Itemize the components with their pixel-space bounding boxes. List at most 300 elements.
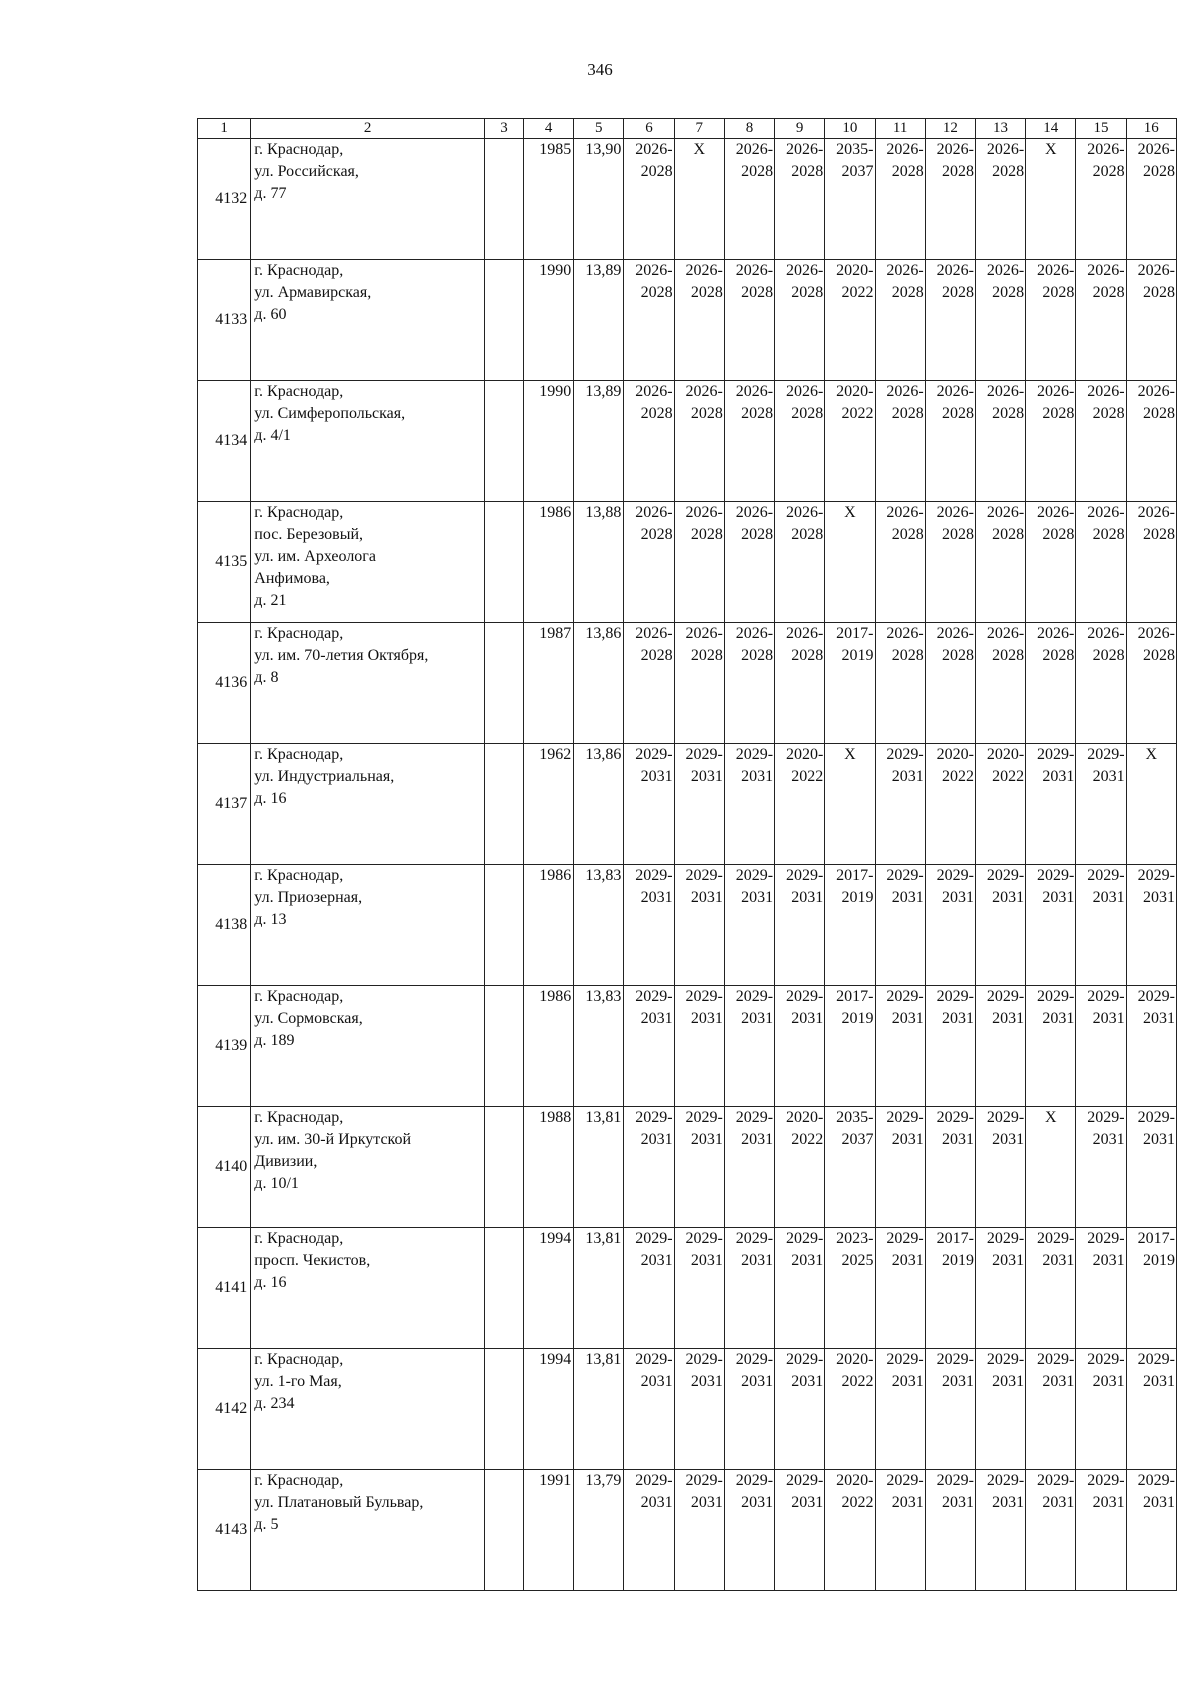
address-cell bbox=[251, 623, 485, 744]
period-cell bbox=[875, 1228, 925, 1349]
period-cell bbox=[1076, 865, 1126, 986]
period-start: 2029- bbox=[635, 746, 673, 763]
period-cell bbox=[1076, 260, 1126, 381]
period-start: 2029- bbox=[986, 1230, 1025, 1247]
address-cell bbox=[251, 139, 485, 260]
period-start: 2020- bbox=[785, 746, 824, 763]
period-cell bbox=[975, 1228, 1025, 1349]
period-end: 2031 bbox=[1092, 1252, 1125, 1269]
period-end: 2031 bbox=[1042, 1010, 1075, 1027]
period-start: 2026- bbox=[1137, 262, 1175, 279]
period-cell bbox=[775, 744, 825, 865]
col3-cell bbox=[485, 1228, 524, 1349]
period-start: 2020- bbox=[836, 1351, 874, 1368]
value-cell: 13,83 bbox=[574, 986, 624, 1107]
period-end: 2031 bbox=[1143, 1131, 1175, 1148]
period-end: 2031 bbox=[992, 1131, 1025, 1148]
year-cell: 1986 bbox=[523, 865, 573, 986]
period-cell bbox=[925, 1228, 975, 1349]
value-cell: 13,89 bbox=[574, 260, 624, 381]
period-cell: X bbox=[1026, 139, 1076, 260]
period-end: 2022 bbox=[941, 768, 974, 785]
period-cell bbox=[775, 865, 825, 986]
period-cell bbox=[925, 1107, 975, 1228]
period-cell bbox=[624, 260, 674, 381]
period-end: 2031 bbox=[640, 768, 673, 785]
period-end: 2031 bbox=[891, 1373, 924, 1390]
period-end: 2031 bbox=[640, 1010, 673, 1027]
period-end: 2028 bbox=[992, 647, 1025, 664]
period-cell bbox=[1076, 1228, 1126, 1349]
column-header: 12 bbox=[925, 119, 975, 139]
year-cell: 1988 bbox=[523, 1107, 573, 1228]
period-start: 2029- bbox=[1137, 1351, 1175, 1368]
period-start: 2026- bbox=[1037, 262, 1075, 279]
address-line: Анфимова, bbox=[254, 570, 330, 587]
address-line: г. Краснодар, bbox=[254, 1351, 344, 1368]
address-line: д. 10/1 bbox=[254, 1175, 299, 1192]
period-end: 2028 bbox=[891, 405, 924, 422]
period-cell bbox=[925, 865, 975, 986]
period-end: 2031 bbox=[891, 1010, 924, 1027]
period-start: 2026- bbox=[735, 625, 774, 642]
period-end: 2022 bbox=[841, 405, 874, 422]
address-line: ул. Армавирская, bbox=[254, 284, 372, 301]
period-start: 2026- bbox=[635, 625, 673, 642]
row-number-cell: 4142 bbox=[198, 1349, 251, 1470]
period-start: 2029- bbox=[936, 867, 974, 884]
row-number-cell: 4134 bbox=[198, 381, 251, 502]
period-cell bbox=[825, 260, 875, 381]
col3-cell bbox=[485, 744, 524, 865]
address-line: ул. им. Археолога bbox=[254, 548, 376, 565]
period-cell: X bbox=[674, 139, 724, 260]
period-end: 2031 bbox=[690, 1494, 723, 1511]
period-end: 2037 bbox=[841, 1131, 874, 1148]
period-start: 2026- bbox=[635, 504, 673, 521]
period-cell bbox=[1126, 381, 1176, 502]
period-end: 2031 bbox=[741, 1131, 774, 1148]
period-start: 2029- bbox=[685, 746, 723, 763]
period-start: 2020- bbox=[785, 1109, 824, 1126]
period-end: 2031 bbox=[941, 1494, 974, 1511]
period-cell bbox=[1076, 986, 1126, 1107]
period-cell bbox=[775, 1228, 825, 1349]
year-cell: 1987 bbox=[523, 623, 573, 744]
row-number-cell: 4143 bbox=[198, 1470, 251, 1591]
period-start: 2020- bbox=[936, 746, 974, 763]
period-start: 2026- bbox=[986, 141, 1025, 158]
period-cell bbox=[975, 865, 1025, 986]
period-cell bbox=[825, 1349, 875, 1470]
period-cell bbox=[975, 1349, 1025, 1470]
period-cell bbox=[875, 986, 925, 1107]
period-start: 2020- bbox=[836, 262, 874, 279]
period-cell bbox=[1026, 1349, 1076, 1470]
period-end: 2022 bbox=[791, 768, 824, 785]
period-end: 2031 bbox=[690, 1131, 723, 1148]
period-cell bbox=[1026, 1470, 1076, 1591]
period-end: 2031 bbox=[741, 889, 774, 906]
period-end: 2031 bbox=[1042, 889, 1075, 906]
period-cell bbox=[1026, 260, 1076, 381]
period-cell bbox=[724, 1107, 774, 1228]
period-cell bbox=[724, 1349, 774, 1470]
period-end: 2031 bbox=[690, 889, 723, 906]
period-end: 2028 bbox=[791, 647, 824, 664]
period-start: 2029- bbox=[986, 1351, 1025, 1368]
period-end: 2022 bbox=[841, 1494, 874, 1511]
year-cell: 1986 bbox=[523, 986, 573, 1107]
period-start: 2026- bbox=[1087, 504, 1125, 521]
period-end: 2019 bbox=[1143, 1252, 1175, 1269]
period-cell bbox=[925, 381, 975, 502]
period-end: 2028 bbox=[891, 526, 924, 543]
period-end: 2028 bbox=[1092, 526, 1125, 543]
row-number-cell: 4138 bbox=[198, 865, 251, 986]
period-start: 2029- bbox=[1037, 1472, 1075, 1489]
period-start: 2029- bbox=[735, 988, 774, 1005]
period-start: 2026- bbox=[735, 383, 774, 400]
period-cell bbox=[925, 623, 975, 744]
address-cell bbox=[251, 1349, 485, 1470]
period-cell bbox=[1126, 502, 1176, 623]
period-end: 2031 bbox=[1092, 1010, 1125, 1027]
row-number-cell: 4141 bbox=[198, 1228, 251, 1349]
period-cell bbox=[875, 1349, 925, 1470]
period-start: 2029- bbox=[1137, 988, 1175, 1005]
period-end: 2031 bbox=[791, 1494, 824, 1511]
period-cell bbox=[1126, 986, 1176, 1107]
period-start: 2029- bbox=[1037, 988, 1075, 1005]
period-cell bbox=[975, 1107, 1025, 1228]
period-end: 2031 bbox=[1092, 1494, 1125, 1511]
row-number-cell: 4139 bbox=[198, 986, 251, 1107]
period-end: 2028 bbox=[1092, 405, 1125, 422]
period-end: 2031 bbox=[1143, 1494, 1175, 1511]
period-cell bbox=[1076, 381, 1126, 502]
column-header: 4 bbox=[523, 119, 573, 139]
period-start: 2026- bbox=[735, 262, 774, 279]
period-end: 2028 bbox=[992, 163, 1025, 180]
period-cell bbox=[825, 1228, 875, 1349]
year-cell: 1990 bbox=[523, 381, 573, 502]
address-cell bbox=[251, 1228, 485, 1349]
table-row bbox=[198, 381, 1177, 502]
period-start: 2026- bbox=[1037, 383, 1075, 400]
address-line: г. Краснодар, bbox=[254, 504, 344, 521]
address-line: ул. им. 30-й Иркутской bbox=[254, 1131, 412, 1148]
period-end: 2028 bbox=[690, 647, 723, 664]
period-start: 2026- bbox=[685, 262, 723, 279]
period-start: 2026- bbox=[886, 141, 924, 158]
address-line: д. 189 bbox=[254, 1032, 295, 1049]
period-cell bbox=[1126, 1470, 1176, 1591]
period-cell bbox=[624, 139, 674, 260]
period-start: 2029- bbox=[785, 988, 824, 1005]
period-start: 2029- bbox=[1087, 988, 1125, 1005]
period-end: 2031 bbox=[1092, 889, 1125, 906]
period-start: 2026- bbox=[685, 625, 723, 642]
period-end: 2031 bbox=[791, 1373, 824, 1390]
period-end: 2031 bbox=[941, 1131, 974, 1148]
period-start: 2026- bbox=[635, 383, 673, 400]
table-body bbox=[198, 139, 1177, 1591]
period-start: 2029- bbox=[635, 1230, 673, 1247]
period-cell bbox=[925, 1349, 975, 1470]
period-start: 2026- bbox=[735, 141, 774, 158]
year-cell: 1962 bbox=[523, 744, 573, 865]
table-row bbox=[198, 260, 1177, 381]
address-cell bbox=[251, 1107, 485, 1228]
period-cell bbox=[674, 865, 724, 986]
address-line: д. 60 bbox=[254, 306, 287, 323]
column-header: 16 bbox=[1126, 119, 1176, 139]
period-start: 2026- bbox=[986, 504, 1025, 521]
period-cell bbox=[724, 744, 774, 865]
period-end: 2031 bbox=[992, 1252, 1025, 1269]
period-start: 2029- bbox=[785, 1230, 824, 1247]
period-start: 2026- bbox=[1137, 383, 1175, 400]
period-end: 2031 bbox=[891, 1252, 924, 1269]
period-end: 2031 bbox=[690, 1252, 723, 1269]
period-cell bbox=[724, 623, 774, 744]
period-cell bbox=[724, 260, 774, 381]
period-end: 2028 bbox=[1042, 647, 1075, 664]
period-cell bbox=[1126, 1349, 1176, 1470]
value-cell: 13,88 bbox=[574, 502, 624, 623]
period-cell bbox=[674, 260, 724, 381]
period-start: 2026- bbox=[1037, 625, 1075, 642]
period-end: 2031 bbox=[1042, 1494, 1075, 1511]
period-cell bbox=[624, 502, 674, 623]
period-end: 2028 bbox=[791, 284, 824, 301]
column-header: 2 bbox=[251, 119, 485, 139]
table-row bbox=[198, 1228, 1177, 1349]
period-cell bbox=[674, 1349, 724, 1470]
period-start: 2029- bbox=[735, 1109, 774, 1126]
period-cell bbox=[775, 139, 825, 260]
period-end: 2028 bbox=[941, 163, 974, 180]
period-start: 2026- bbox=[735, 504, 774, 521]
period-end: 2031 bbox=[690, 1373, 723, 1390]
col3-cell bbox=[485, 623, 524, 744]
period-cell bbox=[1076, 1470, 1126, 1591]
period-end: 2028 bbox=[1143, 405, 1175, 422]
column-header: 5 bbox=[574, 119, 624, 139]
period-start: 2029- bbox=[1137, 1109, 1175, 1126]
period-cell bbox=[925, 260, 975, 381]
period-end: 2028 bbox=[1143, 526, 1175, 543]
period-start: 2017- bbox=[836, 867, 874, 884]
period-start: 2029- bbox=[735, 1230, 774, 1247]
address-line: д. 234 bbox=[254, 1395, 295, 1412]
period-end: 2031 bbox=[640, 889, 673, 906]
row-number-cell: 4132 bbox=[198, 139, 251, 260]
period-cell: X bbox=[1126, 744, 1176, 865]
period-start: 2029- bbox=[1087, 746, 1125, 763]
period-cell bbox=[875, 1107, 925, 1228]
period-cell bbox=[674, 986, 724, 1107]
period-end: 2031 bbox=[1092, 1373, 1125, 1390]
period-end: 2031 bbox=[891, 889, 924, 906]
period-cell bbox=[775, 623, 825, 744]
period-end: 2037 bbox=[841, 163, 874, 180]
period-start: 2026- bbox=[635, 141, 673, 158]
address-cell bbox=[251, 744, 485, 865]
column-number-header bbox=[198, 119, 1177, 139]
period-start: 2029- bbox=[1037, 1230, 1075, 1247]
period-cell bbox=[1076, 1107, 1126, 1228]
period-cell bbox=[875, 1470, 925, 1591]
period-end: 2031 bbox=[941, 889, 974, 906]
period-start: 2026- bbox=[886, 262, 924, 279]
address-line: просп. Чекистов, bbox=[254, 1252, 371, 1269]
period-cell bbox=[975, 986, 1025, 1107]
address-line: ул. Индустриальная, bbox=[254, 768, 395, 785]
period-start: 2026- bbox=[936, 262, 974, 279]
year-cell: 1994 bbox=[523, 1228, 573, 1349]
period-cell bbox=[624, 381, 674, 502]
period-start: 2026- bbox=[1087, 383, 1125, 400]
register-table bbox=[197, 118, 1177, 1591]
period-start: 2029- bbox=[886, 988, 924, 1005]
period-cell bbox=[674, 1470, 724, 1591]
period-cell bbox=[775, 1107, 825, 1228]
period-end: 2031 bbox=[1092, 1131, 1125, 1148]
year-cell: 1994 bbox=[523, 1349, 573, 1470]
period-cell bbox=[825, 623, 875, 744]
period-cell bbox=[1026, 865, 1076, 986]
period-cell bbox=[1026, 381, 1076, 502]
period-end: 2028 bbox=[1143, 163, 1175, 180]
period-cell bbox=[1026, 1228, 1076, 1349]
period-end: 2028 bbox=[640, 647, 673, 664]
period-end: 2031 bbox=[992, 889, 1025, 906]
period-start: 2029- bbox=[785, 867, 824, 884]
value-cell: 13,81 bbox=[574, 1349, 624, 1470]
period-start: 2029- bbox=[936, 1109, 974, 1126]
value-cell: 13,81 bbox=[574, 1107, 624, 1228]
period-cell bbox=[624, 623, 674, 744]
table-row bbox=[198, 1107, 1177, 1228]
value-cell: 13,86 bbox=[574, 623, 624, 744]
period-cell bbox=[775, 381, 825, 502]
period-end: 2031 bbox=[1042, 1252, 1075, 1269]
period-start: 2017- bbox=[836, 625, 874, 642]
column-header: 7 bbox=[674, 119, 724, 139]
period-start: 2026- bbox=[685, 383, 723, 400]
period-cell bbox=[624, 1228, 674, 1349]
period-cell bbox=[1076, 744, 1126, 865]
address-line: г. Краснодар, bbox=[254, 1230, 344, 1247]
period-end: 2028 bbox=[791, 405, 824, 422]
period-cell bbox=[724, 865, 774, 986]
period-cell: X bbox=[825, 744, 875, 865]
period-start: 2029- bbox=[635, 1109, 673, 1126]
period-cell bbox=[925, 986, 975, 1107]
period-end: 2031 bbox=[741, 1010, 774, 1027]
period-start: 2029- bbox=[1087, 1230, 1125, 1247]
period-cell bbox=[1126, 1228, 1176, 1349]
address-line: д. 8 bbox=[254, 669, 279, 686]
period-end: 2031 bbox=[741, 1494, 774, 1511]
period-start: 2017- bbox=[836, 988, 874, 1005]
period-start: 2026- bbox=[1087, 262, 1125, 279]
period-end: 2031 bbox=[640, 1494, 673, 1511]
period-end: 2028 bbox=[941, 284, 974, 301]
period-start: 2029- bbox=[735, 1472, 774, 1489]
col3-cell bbox=[485, 1107, 524, 1228]
period-end: 2031 bbox=[992, 1010, 1025, 1027]
period-end: 2028 bbox=[741, 647, 774, 664]
period-start: 2029- bbox=[1137, 867, 1175, 884]
address-cell bbox=[251, 1470, 485, 1591]
address-line: пос. Березовый, bbox=[254, 526, 364, 543]
period-cell: X bbox=[825, 502, 875, 623]
period-start: 2029- bbox=[635, 988, 673, 1005]
page-number: 346 bbox=[587, 60, 613, 79]
address-line: г. Краснодар, bbox=[254, 1472, 344, 1489]
period-cell bbox=[724, 1228, 774, 1349]
period-cell bbox=[624, 1107, 674, 1228]
period-cell bbox=[1126, 865, 1176, 986]
period-end: 2028 bbox=[640, 284, 673, 301]
period-start: 2017- bbox=[936, 1230, 974, 1247]
period-start: 2026- bbox=[936, 504, 974, 521]
period-cell bbox=[1126, 623, 1176, 744]
period-end: 2028 bbox=[791, 163, 824, 180]
period-end: 2031 bbox=[741, 768, 774, 785]
period-start: 2026- bbox=[936, 141, 974, 158]
address-line: г. Краснодар, bbox=[254, 383, 344, 400]
period-cell bbox=[674, 502, 724, 623]
period-cell bbox=[975, 260, 1025, 381]
period-start: 2029- bbox=[685, 1109, 723, 1126]
period-cell bbox=[875, 260, 925, 381]
period-cell bbox=[875, 139, 925, 260]
period-end: 2022 bbox=[992, 768, 1025, 785]
period-start: 2029- bbox=[936, 988, 974, 1005]
period-cell bbox=[624, 1349, 674, 1470]
column-header: 11 bbox=[875, 119, 925, 139]
period-end: 2028 bbox=[992, 526, 1025, 543]
period-end: 2031 bbox=[640, 1131, 673, 1148]
period-cell bbox=[975, 1470, 1025, 1591]
col3-cell bbox=[485, 986, 524, 1107]
year-cell: 1985 bbox=[523, 139, 573, 260]
row-number-cell: 4133 bbox=[198, 260, 251, 381]
address-line: г. Краснодар, bbox=[254, 867, 344, 884]
column-header: 1 bbox=[198, 119, 251, 139]
period-start: 2026- bbox=[1037, 504, 1075, 521]
period-start: 2020- bbox=[986, 746, 1025, 763]
address-line: г. Краснодар, bbox=[254, 262, 344, 279]
period-end: 2031 bbox=[941, 1373, 974, 1390]
period-cell bbox=[875, 623, 925, 744]
period-end: 2028 bbox=[640, 163, 673, 180]
period-end: 2028 bbox=[791, 526, 824, 543]
col3-cell bbox=[485, 502, 524, 623]
period-cell bbox=[1126, 260, 1176, 381]
period-end: 2019 bbox=[941, 1252, 974, 1269]
value-cell: 13,90 bbox=[574, 139, 624, 260]
period-cell bbox=[925, 1470, 975, 1591]
period-start: 2026- bbox=[986, 262, 1025, 279]
period-start: 2026- bbox=[785, 383, 824, 400]
value-cell: 13,83 bbox=[574, 865, 624, 986]
period-end: 2031 bbox=[640, 1373, 673, 1390]
